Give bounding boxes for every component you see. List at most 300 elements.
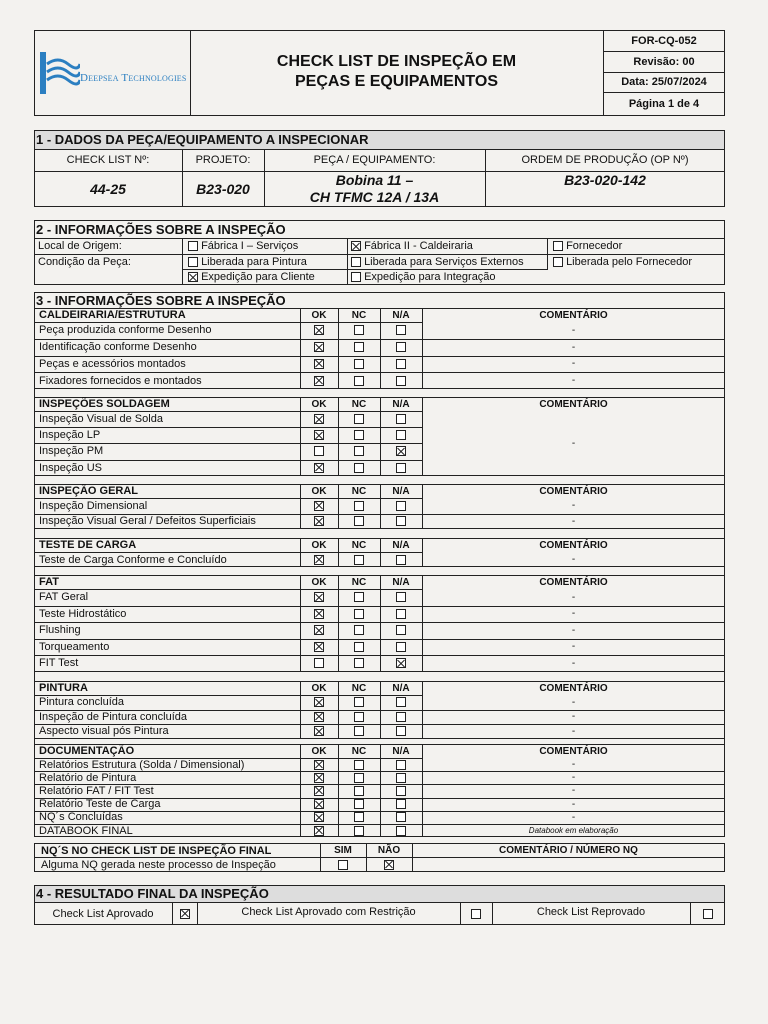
checkbox-fabrica-1[interactable] bbox=[188, 241, 198, 251]
cell-ok bbox=[300, 514, 338, 530]
cell-nc bbox=[338, 498, 380, 514]
check-item-label: Torqueamento bbox=[39, 640, 110, 653]
group-title: DOCUMENTAÇÃO bbox=[39, 745, 135, 757]
checkbox-fornecedor[interactable] bbox=[553, 241, 563, 251]
cell-na bbox=[380, 322, 422, 339]
check-item-label: FAT Geral bbox=[39, 591, 89, 604]
date: Data: 25/07/2024 bbox=[621, 76, 707, 88]
option-expedicao-cliente[interactable] bbox=[188, 270, 315, 285]
cell-nc bbox=[338, 372, 380, 389]
check-item-label: Peças e acessórios montados bbox=[39, 357, 186, 370]
result-restricted-checkbox[interactable] bbox=[471, 909, 481, 919]
checkbox-nc[interactable] bbox=[354, 501, 364, 511]
col-na: N/A bbox=[392, 485, 410, 497]
cell-na bbox=[380, 339, 422, 356]
col-ok: OK bbox=[311, 745, 327, 757]
cell-nc bbox=[338, 724, 380, 739]
checkbox-na[interactable] bbox=[396, 726, 406, 736]
checkbox-nc[interactable] bbox=[354, 625, 364, 635]
checkbox-nc[interactable] bbox=[354, 826, 364, 836]
cell-ok bbox=[300, 606, 338, 623]
checkbox-nc[interactable] bbox=[354, 376, 364, 386]
cell-na bbox=[380, 798, 422, 811]
nq-col-comment: COMENTÁRIO / NÚMERO NQ bbox=[499, 845, 638, 856]
comment-cell: - bbox=[571, 811, 576, 823]
cell-ok bbox=[300, 771, 338, 784]
checkbox-na[interactable] bbox=[396, 712, 406, 722]
col-na: N/A bbox=[392, 309, 410, 321]
checkbox-nc[interactable] bbox=[354, 799, 364, 809]
result-rejected-checkbox[interactable] bbox=[703, 909, 713, 919]
cell-ok bbox=[300, 411, 338, 427]
option-label: Liberada para Serviços Externos bbox=[364, 256, 524, 268]
checkbox-ok[interactable] bbox=[314, 342, 324, 352]
check-item-label: Relatório de Pintura bbox=[39, 771, 137, 784]
peca-value bbox=[264, 171, 485, 207]
check-item-label: FIT Test bbox=[39, 657, 79, 670]
cell-ok bbox=[300, 552, 338, 567]
checkbox-na[interactable] bbox=[396, 697, 406, 707]
col-comment: COMENTÁRIO bbox=[539, 485, 608, 497]
cell-na bbox=[380, 811, 422, 824]
checkbox-ok[interactable] bbox=[314, 826, 324, 836]
checkbox-liberada-fornecedor[interactable] bbox=[553, 257, 563, 267]
check-item-label: Inspeção US bbox=[39, 461, 102, 474]
checkbox-na[interactable] bbox=[396, 516, 406, 526]
checkbox-liberada-pintura[interactable] bbox=[188, 257, 198, 267]
nq-nao-checkbox[interactable] bbox=[384, 860, 394, 870]
cell-ok bbox=[300, 589, 338, 606]
checkbox-ok[interactable] bbox=[314, 376, 324, 386]
col-ok: OK bbox=[311, 539, 327, 551]
cell-ok bbox=[300, 639, 338, 656]
cell-na bbox=[380, 771, 422, 784]
cell-ok bbox=[300, 372, 338, 389]
checkbox-nc[interactable] bbox=[354, 658, 364, 668]
checkbox-expedicao-integracao[interactable] bbox=[351, 272, 361, 282]
cell-nc bbox=[338, 339, 380, 356]
checkbox-ok[interactable] bbox=[314, 625, 324, 635]
title-line-1: CHECK LIST DE INSPEÇÃO EM bbox=[276, 53, 517, 70]
cell-ok bbox=[300, 498, 338, 514]
col-nc: NC bbox=[351, 539, 367, 551]
checkbox-na[interactable] bbox=[396, 642, 406, 652]
check-item-label: Relatórios Estrutura (Solda / Dimensional) bbox=[39, 758, 245, 771]
col-comment: COMENTÁRIO bbox=[539, 745, 608, 757]
check-item-label: Teste Hidrostático bbox=[39, 607, 127, 620]
checkbox-nc[interactable] bbox=[354, 712, 364, 722]
checkbox-ok[interactable] bbox=[314, 592, 324, 602]
cell-na bbox=[380, 655, 422, 672]
nq-title: NQ´S NO CHECK LIST DE INSPEÇÃO FINAL bbox=[41, 844, 272, 857]
result-restricted-label: Check List Aprovado com Restrição bbox=[241, 905, 416, 918]
comment-cell: Databook em elaboração bbox=[528, 826, 619, 836]
checkbox-nc[interactable] bbox=[354, 592, 364, 602]
cell-na bbox=[380, 443, 422, 459]
checkbox-ok[interactable] bbox=[314, 430, 324, 440]
cell-nc bbox=[338, 514, 380, 530]
cell-na bbox=[380, 552, 422, 567]
comment-cell: - bbox=[571, 358, 576, 370]
checkbox-ok[interactable] bbox=[314, 726, 324, 736]
cell-ok bbox=[300, 724, 338, 739]
col-nc: NC bbox=[351, 485, 367, 497]
check-item-label: Fixadores fornecidos e montados bbox=[39, 374, 202, 387]
document-title bbox=[190, 48, 603, 96]
checkbox-fabrica-2[interactable] bbox=[351, 241, 361, 251]
col-nc: NC bbox=[351, 398, 367, 410]
option-label: Liberada para Pintura bbox=[201, 256, 307, 268]
comment-cell: - bbox=[571, 324, 576, 336]
cell-nc bbox=[338, 622, 380, 639]
col-comment: COMENTÁRIO bbox=[539, 309, 608, 321]
nq-nao-cell bbox=[366, 857, 412, 872]
cell-ok bbox=[300, 784, 338, 797]
cell-nc bbox=[338, 356, 380, 373]
cell-ok bbox=[300, 427, 338, 443]
comment-cell: - bbox=[571, 341, 576, 353]
nq-question: Alguma NQ gerada neste processo de Inspeção bbox=[41, 858, 276, 871]
check-item-label: Flushing bbox=[39, 624, 81, 637]
checkbox-nc[interactable] bbox=[354, 726, 364, 736]
col-na: N/A bbox=[392, 539, 410, 551]
result-approved-label: Check List Aprovado bbox=[52, 907, 154, 920]
check-item-label: Aspecto visual pós Pintura bbox=[39, 725, 169, 738]
company-name: Deepsea Technologies bbox=[80, 72, 187, 84]
peca-line-1: Bobina 11 – bbox=[335, 172, 414, 188]
comment-cell: - bbox=[571, 515, 576, 527]
checkbox-ok[interactable] bbox=[314, 414, 324, 424]
comment-cell: - bbox=[571, 696, 576, 708]
comment-cell: - bbox=[571, 554, 576, 565]
col-na: N/A bbox=[392, 398, 410, 410]
cell-ok bbox=[300, 356, 338, 373]
checkbox-ok[interactable] bbox=[314, 773, 324, 783]
checkbox-na[interactable] bbox=[396, 342, 406, 352]
cell-ok bbox=[300, 322, 338, 339]
check-item-label: NQ´s Concluídas bbox=[39, 811, 123, 824]
checkbox-nc[interactable] bbox=[354, 773, 364, 783]
cell-nc bbox=[338, 427, 380, 443]
result-restricted[interactable] bbox=[460, 902, 492, 925]
doc-code: FOR-CQ-052 bbox=[631, 34, 697, 47]
checkbox-nc[interactable] bbox=[354, 516, 364, 526]
company-logo bbox=[40, 50, 187, 96]
cell-nc bbox=[338, 811, 380, 824]
cell-ok bbox=[300, 460, 338, 476]
checkbox-na[interactable] bbox=[396, 463, 406, 473]
cell-ok bbox=[300, 695, 338, 710]
section4-title: 4 - RESULTADO FINAL DA INSPEÇÃO bbox=[36, 886, 269, 901]
cell-nc bbox=[338, 322, 380, 339]
group-title: INSPEÇÕES SOLDAGEM bbox=[39, 398, 170, 410]
cell-ok bbox=[300, 655, 338, 672]
checkbox-nc[interactable] bbox=[354, 609, 364, 619]
col-comment: COMENTÁRIO bbox=[539, 682, 608, 694]
option-liberada-pintura[interactable] bbox=[188, 255, 307, 269]
cell-ok bbox=[300, 622, 338, 639]
comment-cell: - bbox=[571, 657, 576, 669]
col-projeto: PROJETO: bbox=[195, 154, 251, 166]
col-peca: PEÇA / EQUIPAMENTO: bbox=[313, 154, 436, 166]
option-fornecedor[interactable] bbox=[553, 239, 622, 254]
checkbox-ok[interactable] bbox=[314, 760, 324, 770]
cell-na bbox=[380, 695, 422, 710]
col-nc: NC bbox=[351, 682, 367, 694]
checkbox-liberada-servicos[interactable] bbox=[351, 257, 361, 267]
checkbox-nc[interactable] bbox=[354, 697, 364, 707]
checkbox-na[interactable] bbox=[396, 625, 406, 635]
checkbox-na[interactable] bbox=[396, 812, 406, 822]
nq-col-sim: SIM bbox=[334, 845, 352, 856]
checkbox-ok[interactable] bbox=[314, 799, 324, 809]
checkbox-na[interactable] bbox=[396, 325, 406, 335]
cell-nc bbox=[338, 639, 380, 656]
checkbox-ok[interactable] bbox=[314, 501, 324, 511]
revision: Revisão: 00 bbox=[633, 55, 695, 68]
section3-title: 3 - INFORMAÇÕES SOBRE A INSPEÇÃO bbox=[36, 292, 286, 308]
checkbox-na[interactable] bbox=[396, 592, 406, 602]
nq-sim-checkbox[interactable] bbox=[338, 860, 348, 870]
checkbox-na[interactable] bbox=[396, 446, 406, 456]
col-checklist: CHECK LIST Nº: bbox=[66, 154, 150, 166]
checkbox-nc[interactable] bbox=[354, 760, 364, 770]
check-item-label: Identificação conforme Desenho bbox=[39, 341, 197, 354]
group-title: TESTE DE CARGA bbox=[39, 539, 137, 551]
cell-na bbox=[380, 758, 422, 771]
check-item-label: Peça produzida conforme Desenho bbox=[39, 324, 212, 337]
checkbox-na[interactable] bbox=[396, 430, 406, 440]
comment-cell: - bbox=[571, 759, 576, 771]
comment-cell: - bbox=[571, 711, 576, 723]
check-item-label: Inspeção Dimensional bbox=[39, 499, 148, 512]
checkbox-na[interactable] bbox=[396, 376, 406, 386]
checkbox-ok[interactable] bbox=[314, 697, 324, 707]
col-ok: OK bbox=[311, 576, 327, 588]
checkbox-na[interactable] bbox=[396, 799, 406, 809]
cell-na bbox=[380, 589, 422, 606]
cell-nc bbox=[338, 655, 380, 672]
checkbox-nc[interactable] bbox=[354, 430, 364, 440]
col-comment: COMENTÁRIO bbox=[539, 576, 608, 588]
checkbox-na[interactable] bbox=[396, 760, 406, 770]
cell-nc bbox=[338, 824, 380, 837]
cell-nc bbox=[338, 411, 380, 427]
option-label: Fornecedor bbox=[566, 240, 623, 252]
condicao-label: Condição da Peça: bbox=[38, 256, 131, 268]
checkbox-ok[interactable] bbox=[314, 812, 324, 822]
cell-na bbox=[380, 710, 422, 725]
cell-na bbox=[380, 498, 422, 514]
check-item-label: Inspeção Visual de Solda bbox=[39, 413, 163, 426]
checkbox-nc[interactable] bbox=[354, 414, 364, 424]
col-na: N/A bbox=[392, 576, 410, 588]
checkbox-ok[interactable] bbox=[314, 786, 324, 796]
cell-nc bbox=[338, 710, 380, 725]
comment-cell: - bbox=[571, 641, 576, 653]
local-origem-label: Local de Origem: bbox=[38, 240, 122, 252]
col-comment: COMENTÁRIO bbox=[539, 539, 608, 551]
checkbox-nc[interactable] bbox=[354, 786, 364, 796]
cell-na bbox=[380, 639, 422, 656]
option-fabrica-1[interactable] bbox=[188, 239, 298, 254]
checkbox-ok[interactable] bbox=[314, 609, 324, 619]
option-label: Fábrica I – Serviços bbox=[201, 240, 299, 252]
checkbox-nc[interactable] bbox=[354, 342, 364, 352]
cell-na bbox=[380, 514, 422, 530]
projeto-value: B23-020 bbox=[196, 181, 250, 197]
cell-ok bbox=[300, 710, 338, 725]
check-item-label: Inspeção PM bbox=[39, 445, 104, 458]
checkbox-ok[interactable] bbox=[314, 463, 324, 473]
checklist-number: 44-25 bbox=[90, 181, 126, 197]
comment-cell: - bbox=[571, 591, 576, 603]
cell-ok bbox=[300, 811, 338, 824]
cell-nc bbox=[338, 589, 380, 606]
checkbox-na[interactable] bbox=[396, 826, 406, 836]
checkbox-na[interactable] bbox=[396, 555, 406, 565]
cell-nc bbox=[338, 460, 380, 476]
check-item-label: Inspeção de Pintura concluída bbox=[39, 710, 187, 723]
cell-nc bbox=[338, 784, 380, 797]
checkbox-nc[interactable] bbox=[354, 642, 364, 652]
cell-nc bbox=[338, 798, 380, 811]
checkbox-ok[interactable] bbox=[314, 555, 324, 565]
checkbox-na[interactable] bbox=[396, 786, 406, 796]
title-line-2: PEÇAS E EQUIPAMENTOS bbox=[295, 73, 498, 90]
checkbox-nc[interactable] bbox=[354, 812, 364, 822]
checkbox-nc[interactable] bbox=[354, 446, 364, 456]
cell-na bbox=[380, 411, 422, 427]
group-title: PINTURA bbox=[39, 682, 88, 694]
col-ok: OK bbox=[311, 682, 327, 694]
checkbox-ok[interactable] bbox=[314, 658, 324, 668]
cell-na bbox=[380, 606, 422, 623]
col-nc: NC bbox=[351, 745, 367, 757]
option-liberada-servicos[interactable] bbox=[351, 255, 524, 269]
cell-nc bbox=[338, 758, 380, 771]
result-rejected[interactable] bbox=[690, 902, 725, 925]
checkbox-na[interactable] bbox=[396, 414, 406, 424]
op-value: B23-020-142 bbox=[564, 172, 646, 188]
check-item-label: Teste de Carga Conforme e Concluído bbox=[39, 553, 227, 566]
checkbox-na[interactable] bbox=[396, 658, 406, 668]
checkbox-nc[interactable] bbox=[354, 555, 364, 565]
checkbox-ok[interactable] bbox=[314, 516, 324, 526]
merged-comment-cell: - bbox=[571, 437, 576, 449]
section2-title: 2 - INFORMAÇÕES SOBRE A INSPEÇÃO bbox=[36, 221, 286, 237]
checkbox-ok[interactable] bbox=[314, 712, 324, 722]
cell-ok bbox=[300, 824, 338, 837]
comment-cell: - bbox=[571, 375, 576, 387]
group-title: INSPEÇÃO GERAL bbox=[39, 485, 139, 497]
cell-ok bbox=[300, 798, 338, 811]
option-liberada-fornecedor[interactable] bbox=[553, 255, 692, 269]
nq-col-nao: NÃO bbox=[377, 845, 401, 856]
cell-ok bbox=[300, 339, 338, 356]
cell-na bbox=[380, 356, 422, 373]
check-item-label: Inspeção Visual Geral / Defeitos Superficiais bbox=[39, 515, 256, 528]
checkbox-nc[interactable] bbox=[354, 325, 364, 335]
checkbox-na[interactable] bbox=[396, 501, 406, 511]
result-approved-checkbox[interactable] bbox=[180, 909, 190, 919]
option-expedicao-integracao[interactable] bbox=[351, 270, 496, 285]
group-title: CALDEIRARIA/ESTRUTURA bbox=[39, 309, 186, 321]
comment-cell: - bbox=[571, 798, 576, 810]
option-label: Liberada pelo Fornecedor bbox=[566, 256, 693, 268]
option-label: Expedição para Integração bbox=[364, 271, 496, 283]
cell-na bbox=[380, 460, 422, 476]
cell-na bbox=[380, 372, 422, 389]
comment-cell: - bbox=[571, 608, 576, 620]
cell-nc bbox=[338, 771, 380, 784]
option-label: Expedição para Cliente bbox=[201, 271, 315, 283]
checkbox-na[interactable] bbox=[396, 773, 406, 783]
checkbox-expedicao-cliente[interactable] bbox=[188, 272, 198, 282]
col-comment: COMENTÁRIO bbox=[539, 398, 608, 410]
cell-ok bbox=[300, 443, 338, 459]
wave-logo-icon bbox=[40, 50, 80, 96]
checkbox-ok[interactable] bbox=[314, 446, 324, 456]
cell-na bbox=[380, 622, 422, 639]
col-na: N/A bbox=[392, 682, 410, 694]
cell-nc bbox=[338, 606, 380, 623]
check-item-label: Inspeção LP bbox=[39, 429, 101, 442]
cell-nc bbox=[338, 552, 380, 567]
group-title: FAT bbox=[39, 576, 59, 588]
option-label: Fábrica II - Caldeiraria bbox=[364, 240, 473, 252]
col-nc: NC bbox=[351, 576, 367, 588]
checkbox-na[interactable] bbox=[396, 359, 406, 369]
cell-ok bbox=[300, 758, 338, 771]
check-item-label: Relatório Teste de Carga bbox=[39, 798, 161, 811]
cell-na bbox=[380, 784, 422, 797]
cell-na bbox=[380, 427, 422, 443]
comment-cell: - bbox=[571, 624, 576, 636]
checkbox-ok[interactable] bbox=[314, 359, 324, 369]
comment-cell: - bbox=[571, 785, 576, 797]
col-ok: OK bbox=[311, 309, 327, 321]
cell-na bbox=[380, 824, 422, 837]
comment-cell: - bbox=[571, 772, 576, 784]
cell-na bbox=[380, 724, 422, 739]
checkbox-ok[interactable] bbox=[314, 642, 324, 652]
col-na: N/A bbox=[392, 745, 410, 757]
option-fabrica-2[interactable] bbox=[351, 239, 473, 254]
checkbox-nc[interactable] bbox=[354, 463, 364, 473]
col-op: ORDEM DE PRODUÇÃO (OP Nº) bbox=[521, 154, 689, 166]
result-rejected-label: Check List Reprovado bbox=[536, 905, 646, 918]
section1-title: 1 - DADOS DA PEÇA/EQUIPAMENTO A INSPECIONAR bbox=[36, 132, 369, 147]
check-item-label: Relatório FAT / FIT Test bbox=[39, 784, 154, 797]
page-number: Página 1 de 4 bbox=[628, 98, 700, 110]
checkbox-na[interactable] bbox=[396, 609, 406, 619]
col-ok: OK bbox=[311, 485, 327, 497]
comment-cell: - bbox=[571, 725, 576, 737]
checkbox-ok[interactable] bbox=[314, 325, 324, 335]
col-ok: OK bbox=[311, 398, 327, 410]
nq-sim-cell bbox=[320, 857, 366, 872]
result-approved[interactable] bbox=[172, 902, 197, 925]
checkbox-nc[interactable] bbox=[354, 359, 364, 369]
cell-nc bbox=[338, 695, 380, 710]
check-item-label: Pintura concluída bbox=[39, 696, 124, 709]
col-nc: NC bbox=[351, 309, 367, 321]
check-item-label: DATABOOK FINAL bbox=[39, 824, 133, 837]
cell-nc bbox=[338, 443, 380, 459]
comment-cell: - bbox=[571, 500, 576, 512]
peca-line-2: CH TFMC 12A / 13A bbox=[309, 189, 440, 205]
